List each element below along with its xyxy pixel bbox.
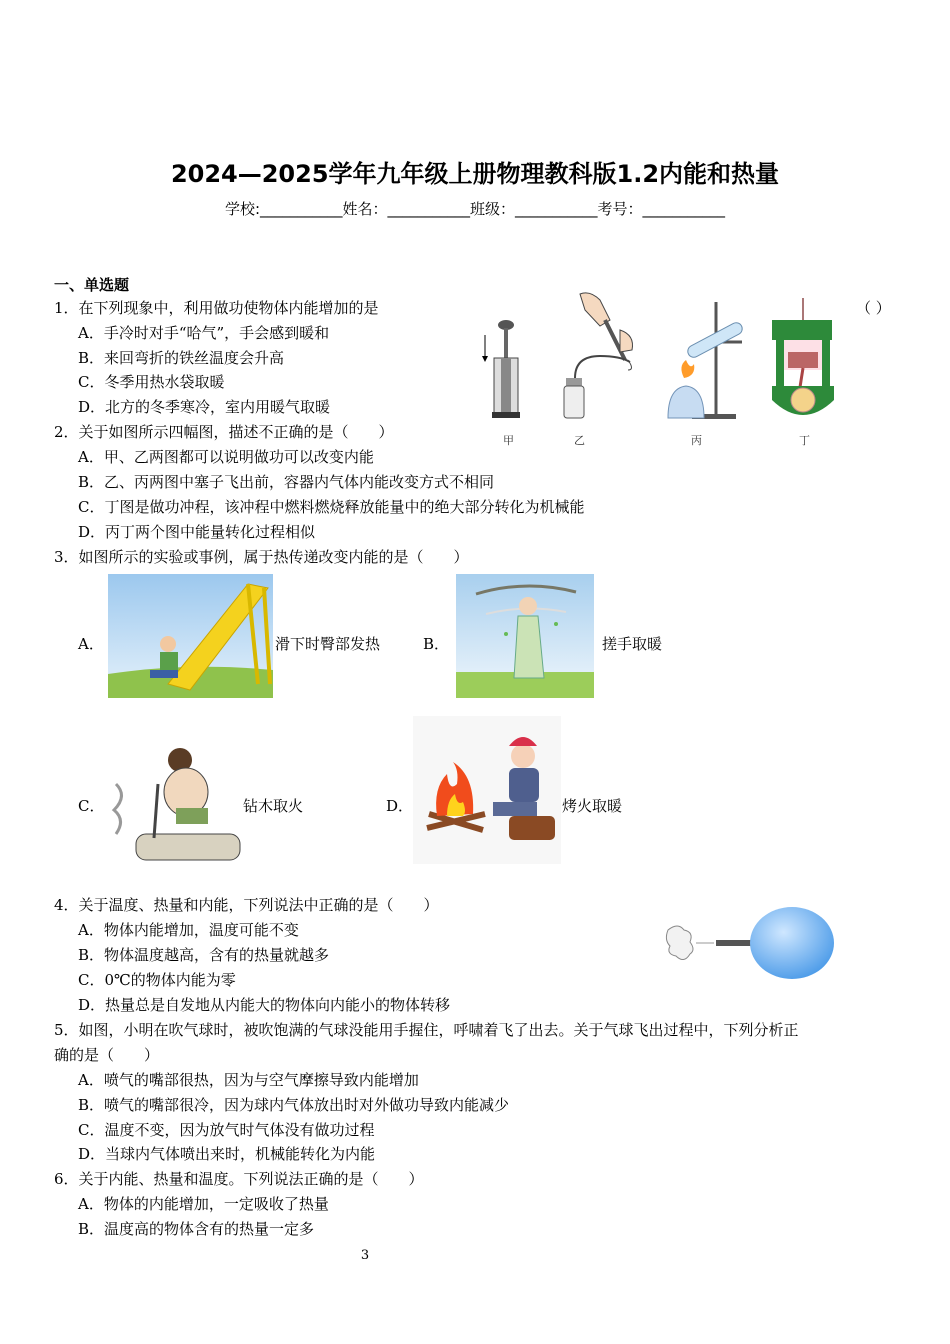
bottle-pump-illustration <box>564 293 633 418</box>
q2-option-d: D．丙丁两个图中能量转化过程相似 <box>78 523 316 541</box>
q5-option-b: B．喷气的嘴部很冷，因为球内气体放出时对外做功导致内能减少 <box>78 1096 510 1114</box>
rubbing-hands-illustration <box>456 574 594 698</box>
q4-option-d: D．热量总是自发地从内能大的物体向内能小的物体转移 <box>78 996 451 1014</box>
q1-option-c: C．冬季用热水袋取暖 <box>78 373 225 391</box>
q2-figure <box>480 290 840 450</box>
q1-option-d: D．北方的冬季寒冷，室内用暖气取暖 <box>78 398 331 416</box>
q3-option-b-letter: B． <box>423 635 450 653</box>
question-2-stem: 2．关于如图所示四幅图，描述不正确的是（ ） <box>54 423 394 441</box>
question-1-bracket: （ ） <box>856 299 891 317</box>
drilling-wood-fire-illustration <box>106 744 241 866</box>
section-heading: 一、单选题 <box>54 276 130 294</box>
figure-label-bing: 丙 <box>691 434 702 447</box>
q3-option-b-caption: 搓手取暖 <box>602 635 663 653</box>
test-tube-heating-illustration <box>668 302 744 419</box>
figure-label-yi: 乙 <box>574 434 585 447</box>
figure-label-ding: 丁 <box>799 434 810 447</box>
q6-option-a: A．物体的内能增加，一定吸收了热量 <box>78 1195 329 1213</box>
question-3-stem: 3．如图所示的实验或事例，属于热传递改变内能的是（ ） <box>54 548 469 566</box>
q4-option-a: A．物体内能增加，温度可能不变 <box>78 921 299 939</box>
q3-option-d-letter: D． <box>386 797 414 815</box>
q5-option-c: C．温度不变，因为放气时气体没有做功过程 <box>78 1121 375 1139</box>
page-title: 2024—2025学年九年级上册物理教科版1.2内能和热量 <box>170 160 780 188</box>
q3-option-a-letter: A． <box>78 635 104 653</box>
q3-option-d-caption: 烤火取暖 <box>562 797 623 815</box>
fire-piston-illustration <box>482 320 520 418</box>
slide-illustration <box>108 574 273 698</box>
q2-option-a: A．甲、乙两图都可以说明做功可以改变内能 <box>78 448 374 466</box>
q5-option-d: D．当球内气体喷出来时，机械能转化为内能 <box>78 1145 376 1163</box>
q4-option-b: B．物体温度越高，含有的热量就越多 <box>78 946 330 964</box>
q1-option-a: A．手冷时对手“哈气”，手会感到暖和 <box>78 324 330 342</box>
q3-option-c-letter: C． <box>78 797 105 815</box>
page-number: 3 <box>360 1248 370 1263</box>
q3-option-a-caption: 滑下时臀部发热 <box>275 635 381 653</box>
question-4-stem: 4．关于温度、热量和内能，下列说法中正确的是（ ） <box>54 896 439 914</box>
question-6-stem: 6．关于内能、热量和温度。下列说法正确的是（ ） <box>54 1170 424 1188</box>
q3-option-c-caption: 钻木取火 <box>243 797 304 815</box>
q6-option-b: B．温度高的物体含有的热量一定多 <box>78 1220 315 1238</box>
q2-option-b: B．乙、丙两图中塞子飞出前，容器内气体内能改变方式不相同 <box>78 473 495 491</box>
q1-option-b: B．来回弯折的铁丝温度会升高 <box>78 349 285 367</box>
q4-option-c: C．0℃的物体内能为零 <box>78 971 236 989</box>
question-1-stem: 1．在下列现象中，利用做功使物体内能增加的是 <box>54 299 379 317</box>
question-5-stem-line1: 5．如图，小明在吹气球时，被吹饱满的气球没能用手握住，呼啸着飞了出去。关于气球飞出过程中，下列分析正 <box>54 1021 799 1039</box>
q5-option-a: A．喷气的嘴部很热，因为与空气摩擦导致内能增加 <box>78 1071 419 1089</box>
engine-cylinder-illustration <box>772 298 834 415</box>
figure-label-jia: 甲 <box>503 434 514 447</box>
q2-option-c: C．丁图是做功冲程，该冲程中燃料燃烧释放能量中的绝大部分转化为机械能 <box>78 498 585 516</box>
balloon-figure <box>660 906 836 982</box>
student-info-line: 学校:___________姓名：___________班级：___________考号：___________ <box>224 200 726 218</box>
question-5-stem-line2: 确的是（ ） <box>54 1046 160 1064</box>
campfire-warming-illustration <box>413 716 561 864</box>
